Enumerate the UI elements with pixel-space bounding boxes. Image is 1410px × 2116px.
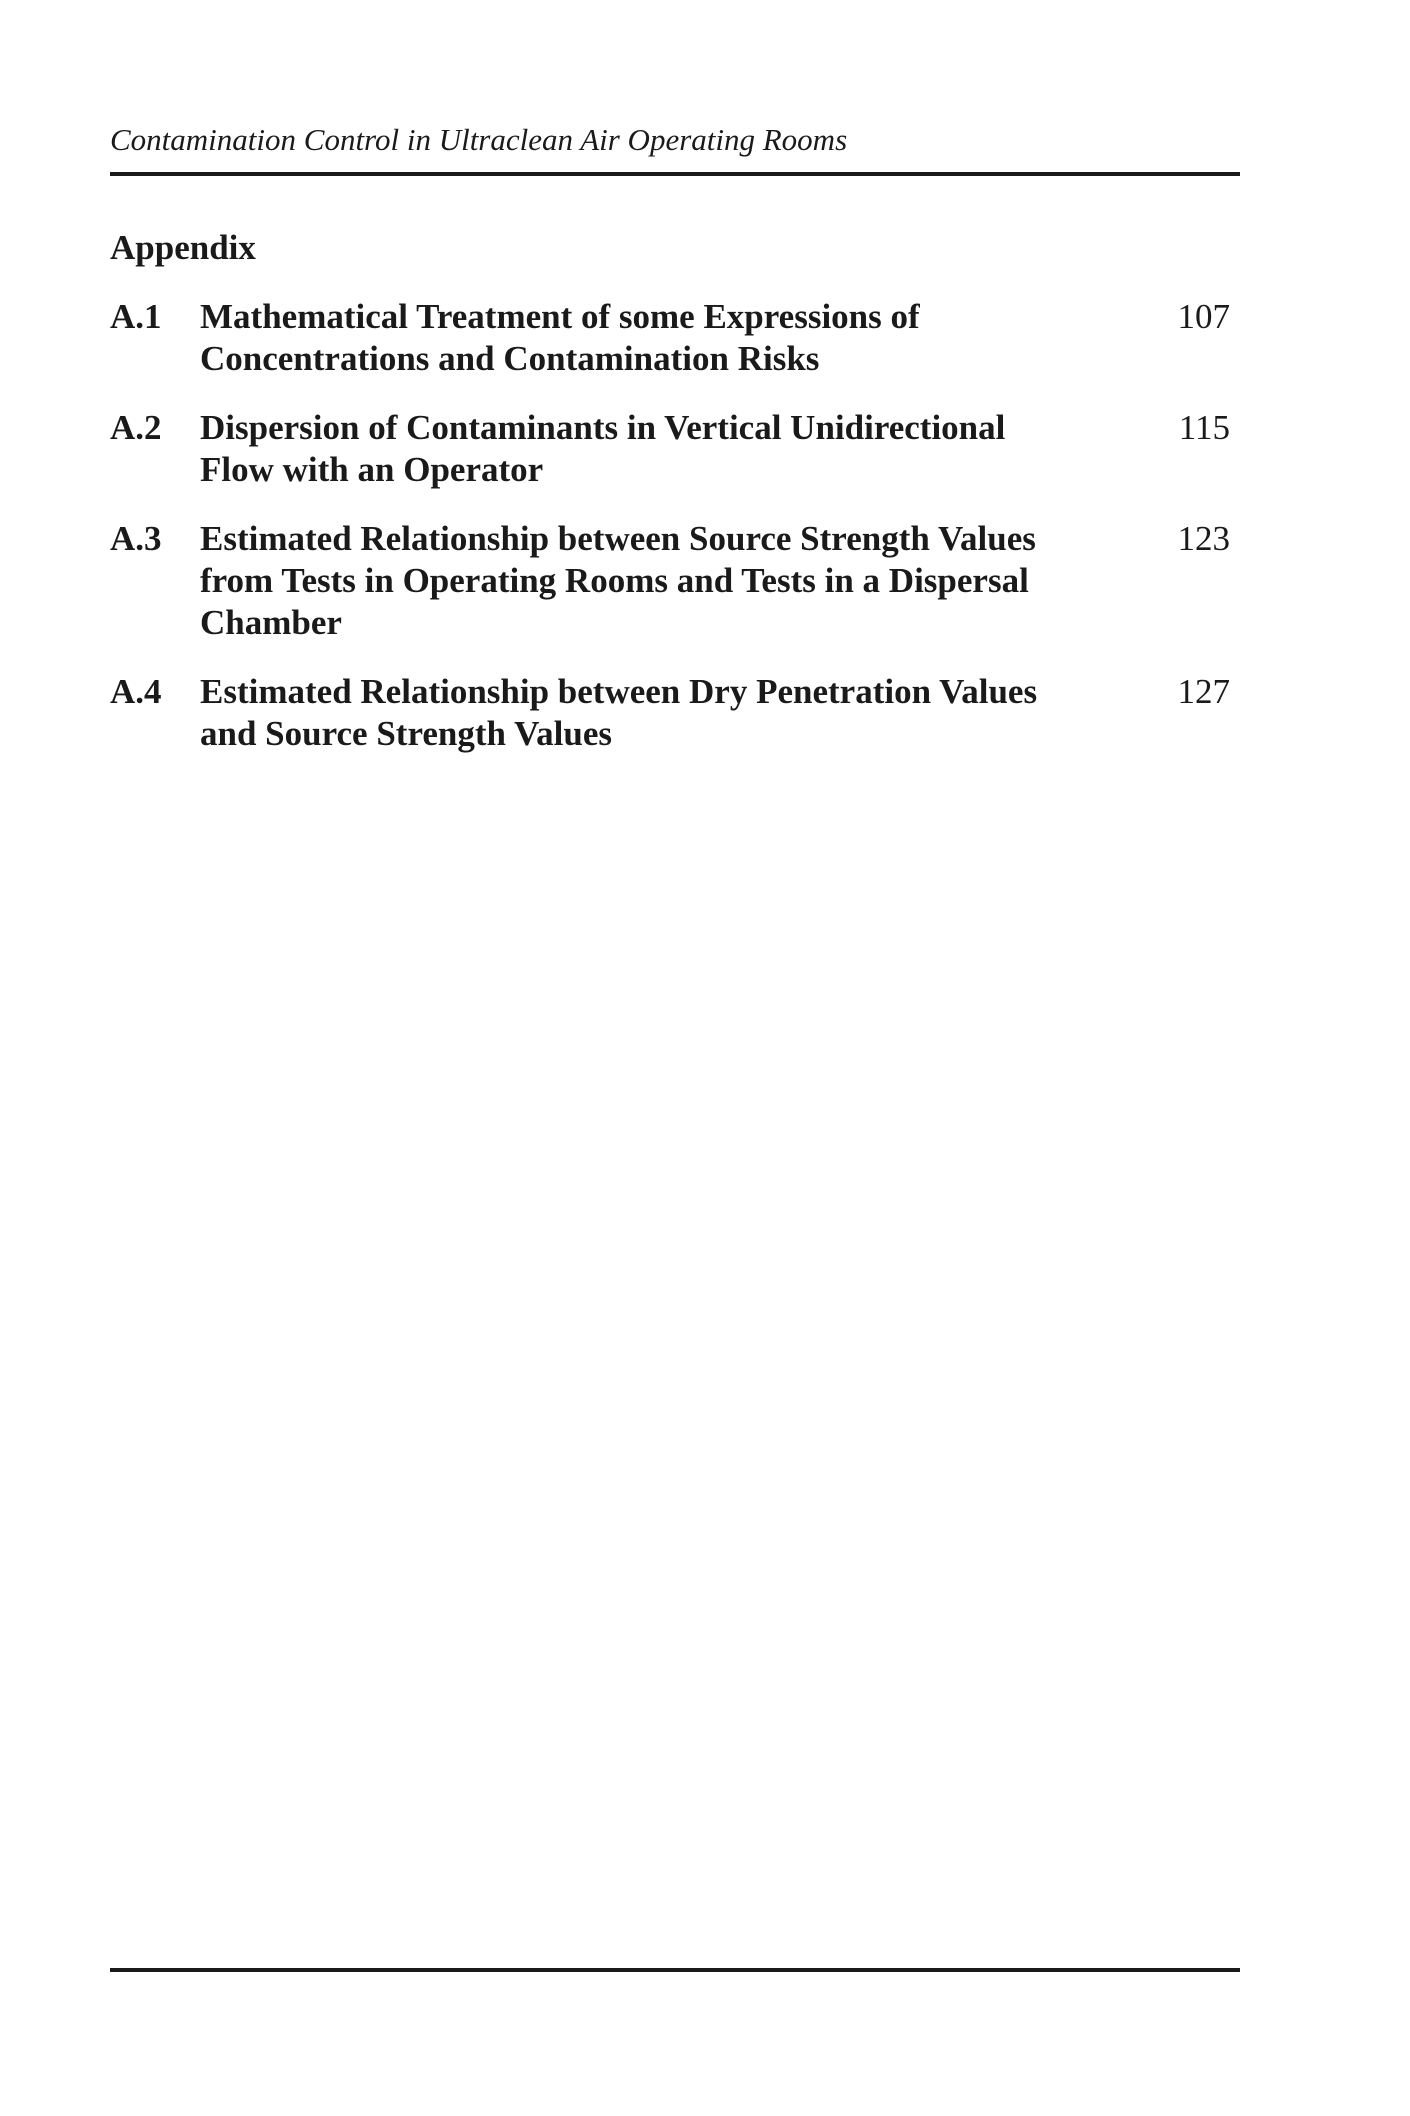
toc-entry-number: A.4 <box>110 672 162 711</box>
toc-entry-number: A.1 <box>110 297 162 336</box>
toc-entry-page-number: 115 <box>1178 408 1230 447</box>
toc-entry-title <box>200 407 1190 491</box>
toc-entry-title <box>200 296 1190 380</box>
toc-entry-title-line: from Tests in Operating Rooms and Tests in a Dispersal <box>200 561 1029 600</box>
toc-entry-title <box>200 671 1190 755</box>
toc-entry-page-number: 107 <box>1177 297 1230 336</box>
header-rule <box>110 172 1240 176</box>
running-header-title: Contamination Control in Ultraclean Air Operating Rooms <box>110 122 848 157</box>
toc-entry-title-line: and Source Strength Values <box>200 714 613 753</box>
toc-entry-title <box>200 518 1190 644</box>
toc-entry-title-line: Mathematical Treatment of some Expressions of <box>200 297 920 336</box>
toc-entry-title-line: Flow with an Operator <box>200 450 544 489</box>
toc-entry-page-number: 127 <box>1177 672 1230 711</box>
footer-rule <box>110 1968 1240 1972</box>
toc-entry-title-line: Estimated Relationship between Dry Penetration Values <box>200 672 1038 711</box>
toc-entry-title-line: Dispersion of Contaminants in Vertical Unidirectional <box>200 408 1006 447</box>
toc-entry-number: A.2 <box>110 408 162 447</box>
toc-entry-title-line: Concentrations and Contamination Risks <box>200 339 820 378</box>
section-heading: Appendix <box>110 228 256 267</box>
toc-entry-number: A.3 <box>110 519 162 558</box>
toc-entry-title-line: Estimated Relationship between Source Strength Values <box>200 519 1036 558</box>
toc-entry-page-number: 123 <box>1177 519 1230 558</box>
toc-entry-title-line: Chamber <box>200 603 342 642</box>
